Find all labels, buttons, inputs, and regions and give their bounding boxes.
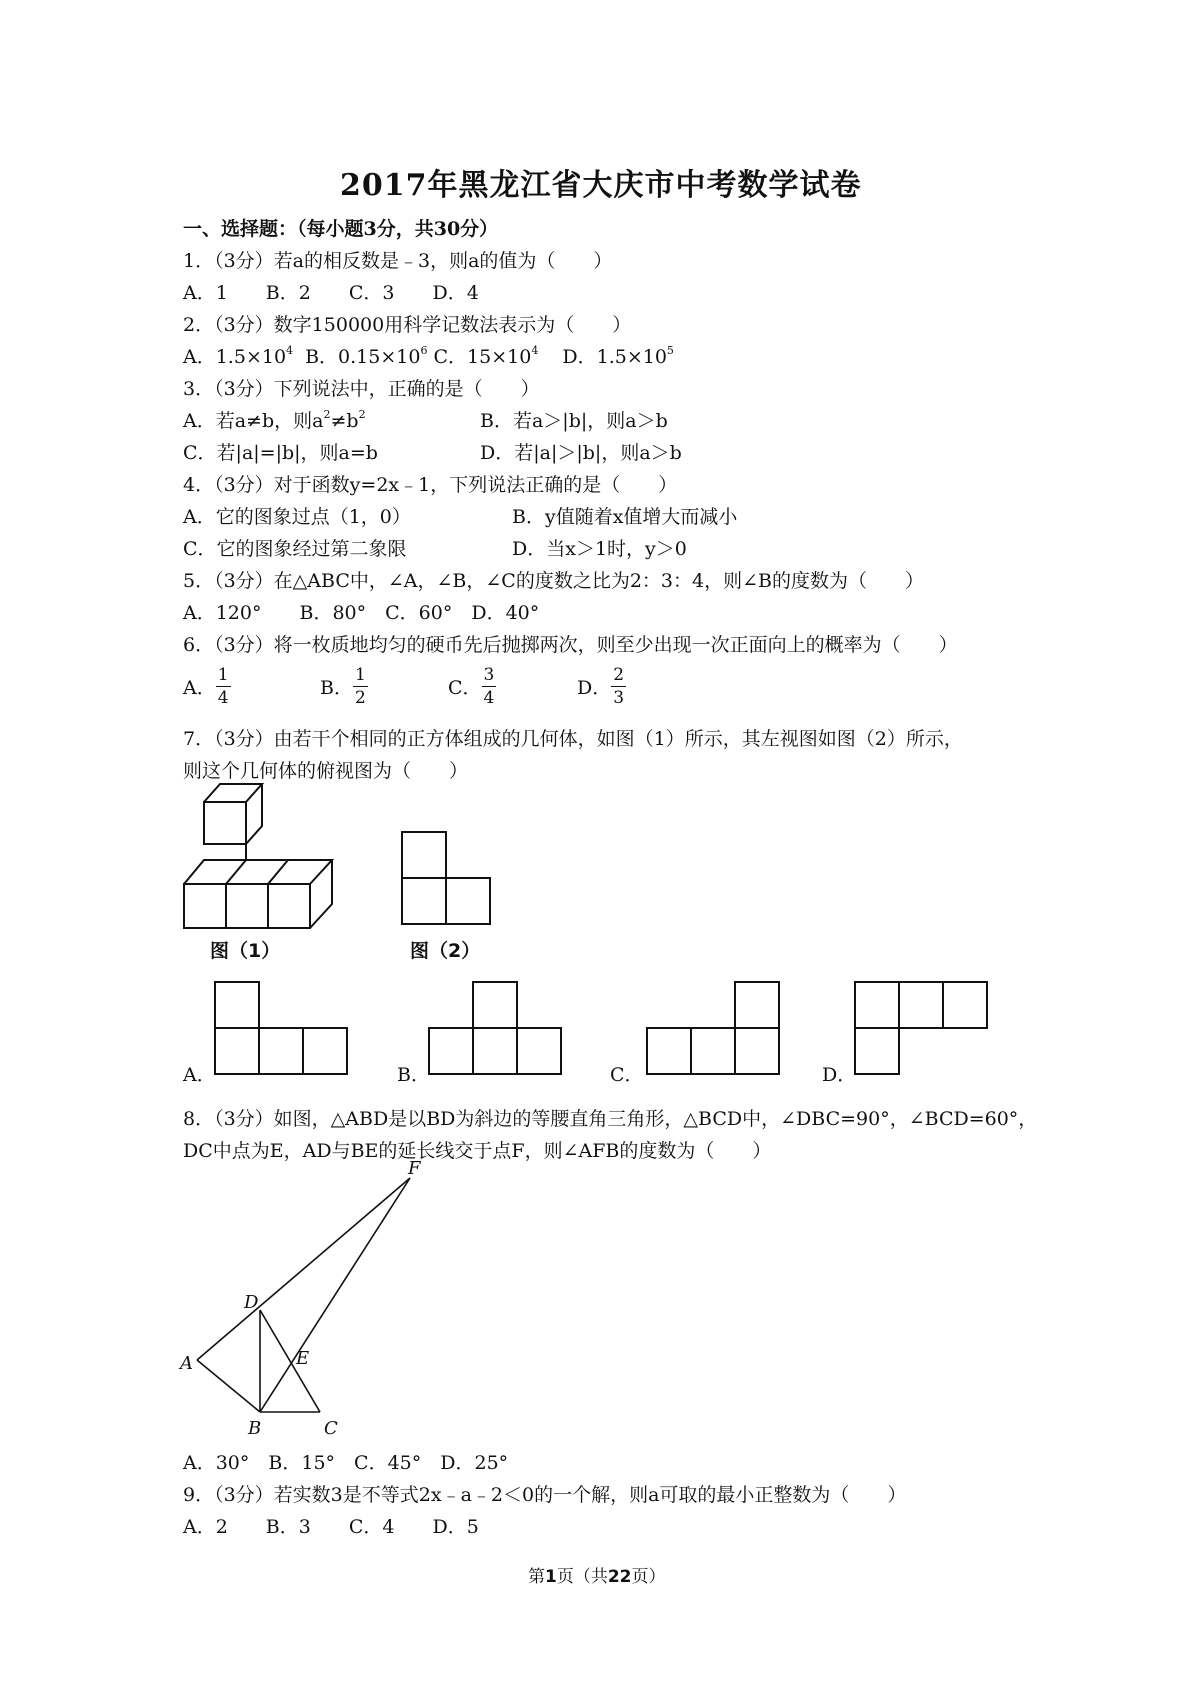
q7-option-a-view xyxy=(213,980,363,1080)
q4-option-a: A．它的图象过点（1，0） xyxy=(183,506,411,528)
question-1-stem: 1．（3分）若a的相反数是﹣3，则a的值为（ ） xyxy=(183,250,613,272)
fraction: $\frac{3}{4}$ xyxy=(483,665,495,708)
question-7-stem-line2: 则这个几何体的俯视图为（ ） xyxy=(183,760,469,782)
question-9-options: A．2 B．3 C．4 D．5 xyxy=(183,1516,479,1538)
q7-option-c-view xyxy=(645,980,795,1080)
q2-option-a: A．$1.5\times 10^4$ xyxy=(183,344,294,368)
q3-option-b: B．若a＞|b|，则a＞b xyxy=(480,410,668,432)
question-7-stem-line1: 7．（3分）由若干个相同的正方体组成的几何体，如图（1）所示，其左视图如图（2）所示， xyxy=(183,728,963,750)
page-footer: 第1页（共22页） xyxy=(528,1567,666,1587)
fraction: $\frac{1}{4}$ xyxy=(217,665,229,708)
fraction: $\frac{2}{3}$ xyxy=(613,665,625,708)
question-2-stem: 2．（3分）数字150000用科学记数法表示为（ ） xyxy=(183,314,632,336)
q2-option-b: B．$0.15\times 10^6$ xyxy=(305,344,428,368)
q7-option-a-label: A． xyxy=(183,1064,216,1086)
q2-option-d: D．$1.5\times 10^5$ xyxy=(562,344,674,368)
page-title: 2017年黑龙江省大庆市中考数学试卷 xyxy=(340,168,862,203)
line-ab xyxy=(197,1360,260,1412)
question-4-stem: 4．（3分）对于函数y=2x﹣1，下列说法正确的是（ ） xyxy=(183,474,678,496)
fraction: $\frac{1}{2}$ xyxy=(354,665,366,708)
question-3-stem: 3．（3分）下列说法中，正确的是（ ） xyxy=(183,378,540,400)
point-b-label: B xyxy=(248,1418,262,1439)
figure-2-label: 图（2） xyxy=(410,940,481,962)
line-af xyxy=(197,1178,410,1360)
q4-option-c: C．它的图象经过第二象限 xyxy=(183,538,407,560)
q4-option-b: B．y值随着x值增大而减小 xyxy=(512,506,738,528)
q3-option-c: C．若|a|=|b|，则a=b xyxy=(183,442,378,464)
point-f-label: F xyxy=(408,1158,421,1179)
question-5-stem: 5．（3分）在△ABC中，∠A，∠B，∠C的度数之比为2：3：4，则∠B的度数为（ ） xyxy=(183,570,924,592)
figure-1-label: 图（1） xyxy=(210,940,281,962)
q3-option-a: A．若a≠b，则$a^2\ne b^2$ xyxy=(183,408,366,432)
question-9-stem: 9．（3分）若实数3是不等式2x﹣a﹣2＜0的一个解，则a可取的最小正整数为（ ） xyxy=(183,1484,907,1506)
q7-option-b-view xyxy=(427,980,577,1080)
point-d-label: D xyxy=(244,1292,259,1313)
q6-option-a: A． $\frac{1}{4}$ xyxy=(183,665,229,708)
question-6-stem: 6．（3分）将一枚质地均匀的硬币先后抛掷两次，则至少出现一次正面向上的概率为（ ） xyxy=(183,634,958,656)
q2-option-c: C．$15\times 10^4$ xyxy=(433,344,539,368)
q3-option-d: D．若|a|＞|b|，则a＞b xyxy=(480,442,682,464)
question-5-options: A．120° B．80° C．60° D．40° xyxy=(183,602,540,624)
q4-option-d: D．当x＞1时，y＞0 xyxy=(512,538,687,560)
figure-2-left-view xyxy=(400,830,500,930)
question-2-options xyxy=(183,342,674,369)
point-e-label: E xyxy=(296,1348,310,1369)
q6-option-c: C． $\frac{3}{4}$ xyxy=(448,665,495,708)
question-1-options: A．1 B．2 C．3 D．4 xyxy=(183,282,479,304)
q7-option-d-view xyxy=(853,980,1003,1080)
q6-option-d: D． $\frac{2}{3}$ xyxy=(577,665,625,708)
question-8-stem-line1: 8．（3分）如图，△ABD是以BD为斜边的等腰直角三角形，△BCD中，∠DBC=90°，∠BCD=60°， xyxy=(183,1108,1038,1130)
question-8-options: A．30° B．15° C．45° D．25° xyxy=(183,1452,509,1474)
q8-geometry-figure xyxy=(180,1160,440,1440)
q7-option-b-label: B． xyxy=(397,1064,430,1086)
q7-option-c-label: C． xyxy=(610,1064,644,1086)
point-c-label: C xyxy=(324,1418,338,1439)
section-heading: 一、选择题：（每小题3分，共30分） xyxy=(183,218,499,240)
q7-option-d-label: D． xyxy=(822,1064,857,1086)
figure-1-solid xyxy=(180,780,360,930)
line-bf xyxy=(260,1178,410,1412)
point-a-label: A xyxy=(180,1353,193,1374)
q6-option-b: B． $\frac{1}{2}$ xyxy=(320,665,366,708)
question-8-stem-line2: DC中点为E，AD与BE的延长线交于点F，则∠AFB的度数为（ ） xyxy=(183,1140,772,1162)
